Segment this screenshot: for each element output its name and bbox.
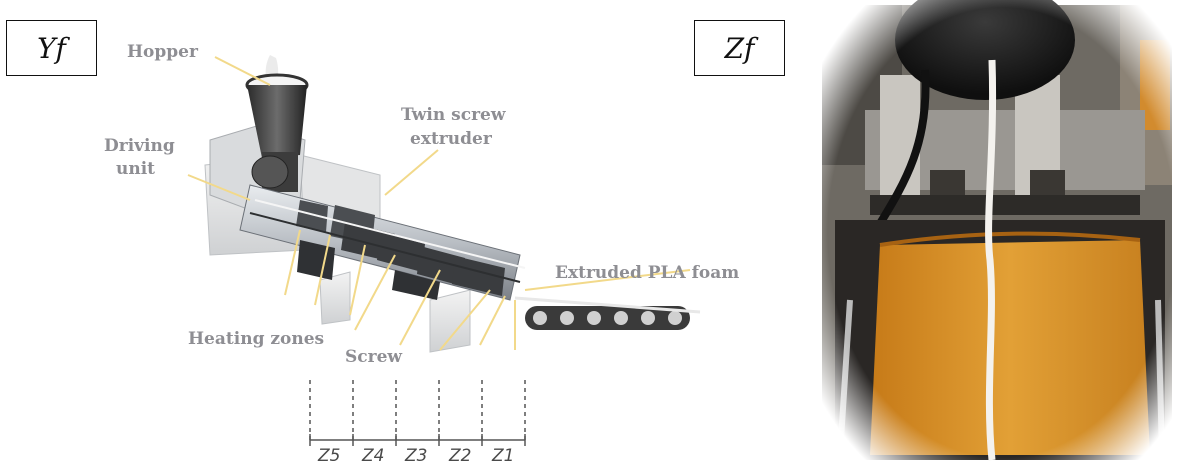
label-screw: Screw [345,347,403,367]
label-hopper: Hopper [127,42,198,62]
label-twin-screw-2: extruder [410,129,492,149]
zone-label: Z1 [492,446,515,466]
zone-label: Z2 [449,446,472,466]
zone-label: Z3 [405,446,428,466]
label-extruded: Extruded PLA foam [555,263,740,283]
label-twin-screw-1: Twin screw [401,105,506,125]
label-driving-2: unit [116,159,156,179]
label-driving-1: Driving [104,136,175,156]
zone-label: Z4 [362,446,385,466]
panel-label-right: Zf [694,20,785,76]
panel-label-left: Yf [6,20,97,76]
label-heating: Heating zones [188,329,325,349]
zone-label: Z5 [318,446,341,466]
